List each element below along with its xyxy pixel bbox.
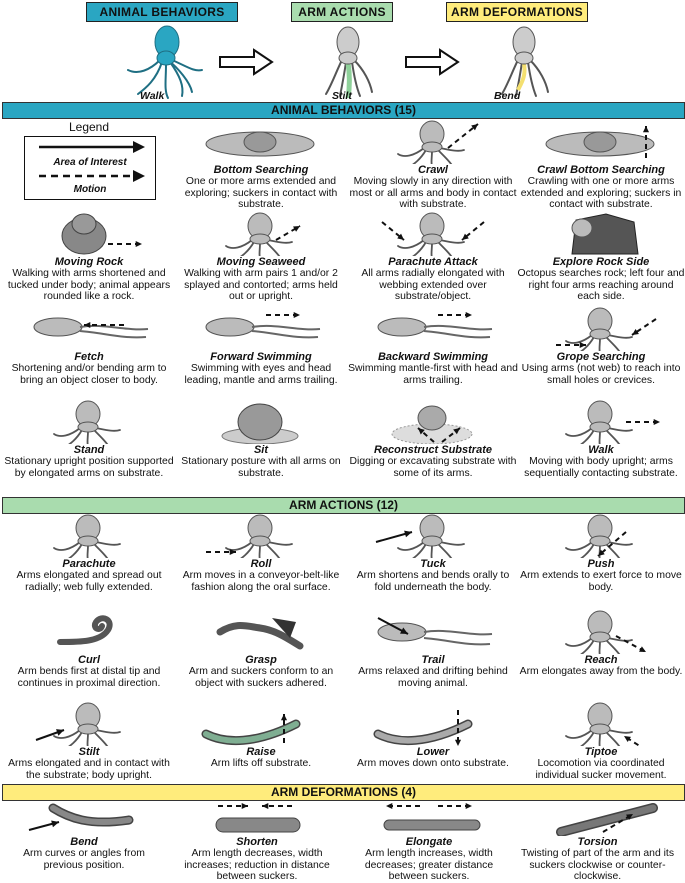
action-title: Push (587, 558, 615, 570)
tag-arm-deformations: ARM DEFORMATIONS (446, 2, 588, 22)
deformation-elongate (344, 798, 514, 883)
behavior-title: Backward Swimming (377, 351, 489, 363)
header-stilt-octopus (312, 20, 382, 100)
behavior-grope-searching (516, 305, 685, 386)
deformation-illustration-3 (533, 798, 663, 836)
behavior-description: Octopus searches rock; left four and right four arms reaching around each side. (517, 268, 685, 302)
legend-area-label: Area of Interest (53, 157, 127, 168)
action-title: Lower (416, 746, 450, 758)
behavior-explore-rock-side (516, 210, 685, 303)
behavior-forward-swimming (176, 305, 346, 386)
action-illustration-7 (536, 608, 666, 654)
tag-arm-actions: ARM ACTIONS (291, 2, 393, 22)
deformation-illustration-0 (19, 798, 149, 836)
behavior-illustration-11 (24, 398, 154, 444)
behavior-description: Moving slowly in any direction with most or all arms and body in contact with substrate. (349, 176, 517, 210)
deformation-description: Arm length increases, width decreases; greater distance between suckers. (364, 848, 494, 882)
action-grasp (176, 608, 346, 689)
behavior-crawl-bottom-searching (516, 118, 685, 211)
action-roll (176, 512, 346, 593)
behavior-description: Walking with arm pairs 1 and/or 2 splayed and contorted; arms held out or upright. (184, 268, 338, 302)
action-description: Arm extends to exert force to move body. (520, 570, 682, 593)
action-stilt (4, 700, 174, 781)
behavior-title: Explore Rock Side (552, 256, 650, 268)
deformation-shorten (172, 798, 342, 883)
action-description: Locomotion via coordinated individual sucker movement. (535, 758, 667, 781)
behavior-illustration-9 (368, 305, 498, 351)
behavior-illustration-10 (536, 305, 666, 351)
action-illustration-0 (24, 512, 154, 558)
section-arm-actions: ARM ACTIONS (12) (2, 497, 685, 514)
caption-bend: Bend (494, 90, 521, 102)
behavior-illustration-13 (368, 398, 498, 444)
deformation-illustration-2 (364, 798, 494, 836)
behavior-title: Fetch (74, 351, 104, 363)
behavior-description: Stationary upright position supported by elongated arms on substrate. (4, 456, 174, 479)
action-title: Tuck (420, 558, 446, 570)
behavior-description: Stationary posture with all arms on substrate. (181, 456, 341, 479)
behavior-description: Moving with body upright; arms sequentially contacting substrate. (524, 456, 678, 479)
deformation-title: Shorten (236, 836, 278, 848)
behavior-description: Swimming mantle-first with head and arms trailing. (348, 363, 518, 386)
behavior-title: Crawl Bottom Searching (537, 164, 665, 176)
action-title: Stilt (78, 746, 100, 758)
action-title: Raise (246, 746, 276, 758)
action-description: Arms elongated and in contact with the substrate; body upright. (8, 758, 170, 781)
action-illustration-11 (536, 700, 666, 746)
section-animal-behaviors: ANIMAL BEHAVIORS (15) (2, 102, 685, 119)
behavior-crawl (348, 118, 518, 211)
behavior-title: Bottom Searching (213, 164, 309, 176)
behavior-description: All arms radially elongated with webbing extended over substrate/object. (361, 268, 505, 302)
action-illustration-9 (196, 700, 326, 746)
deformation-illustration-1 (192, 798, 322, 836)
deformation-description: Arm curves or angles from previous position. (23, 848, 145, 871)
behavior-fetch (4, 305, 174, 386)
behavior-backward-swimming (348, 305, 518, 386)
behavior-title: Parachute Attack (388, 256, 478, 268)
action-illustration-1 (196, 512, 326, 558)
action-raise (176, 700, 346, 770)
behavior-title: Stand (73, 444, 105, 456)
behavior-description: Shortening and/or bending arm to bring an object closer to body. (11, 363, 167, 386)
action-description: Arms relaxed and drifting behind moving animal. (358, 666, 508, 689)
behavior-title: Reconstruct Substrate (374, 444, 492, 456)
legend-title: Legend (68, 120, 110, 134)
behavior-illustration-2 (536, 118, 666, 164)
action-illustration-4 (24, 608, 154, 654)
deformation-description: Arm length decreases, width increases; reduction in distance between suckers. (184, 848, 330, 882)
behavior-illustration-12 (196, 398, 326, 444)
behavior-title: Crawl (418, 164, 448, 176)
action-title: Grasp (245, 654, 277, 666)
action-description: Arm elongates away from the body. (519, 666, 683, 677)
action-lower (348, 700, 518, 770)
deformation-title: Bend (70, 836, 98, 848)
legend-dashed-arrow-icon (25, 168, 155, 184)
action-description: Arm and suckers conform to an object with suckers adhered. (188, 666, 334, 689)
behavior-description: One or more arms extended and exploring; suckers in contact with substrate. (184, 176, 338, 210)
header-arrow-right-1 (218, 48, 274, 76)
deformation-description: Twisting of part of the arm and its suckers clockwise or counter-clockwise. (520, 848, 675, 882)
deformation-bend (4, 798, 164, 871)
behavior-title: Walk (588, 444, 614, 456)
behavior-stand (4, 398, 174, 479)
header-walk-octopus (120, 20, 210, 100)
action-title: Curl (78, 654, 100, 666)
behavior-title: Sit (253, 444, 269, 456)
action-description: Arm lifts off substrate. (210, 758, 312, 769)
behavior-illustration-3 (24, 210, 154, 256)
behavior-description: Crawling with one or more arms extended and exploring; suckers in contact with substrate. (520, 176, 682, 210)
legend-box (14, 120, 164, 200)
action-push (516, 512, 685, 593)
behavior-moving-seaweed (176, 210, 346, 303)
legend-solid-arrow-icon (25, 137, 155, 157)
behavior-bottom-searching (176, 118, 346, 211)
header-bend-octopus (488, 20, 558, 100)
action-illustration-2 (368, 512, 498, 558)
behavior-illustration-8 (196, 305, 326, 351)
behavior-illustration-5 (368, 210, 498, 256)
behavior-walk (516, 398, 685, 479)
tag-animal-behaviors: ANIMAL BEHAVIORS (86, 2, 238, 22)
behavior-parachute-attack (348, 210, 518, 303)
deformation-title: Torsion (577, 836, 618, 848)
action-illustration-5 (196, 608, 326, 654)
action-description: Arm moves down onto substrate. (357, 758, 509, 769)
action-illustration-10 (368, 700, 498, 746)
action-description: Arm bends first at distal tip and continues in proximal direction. (17, 666, 161, 689)
behavior-title: Grope Searching (556, 351, 646, 363)
behavior-description: Using arms (not web) to reach into small holes or crevices. (521, 363, 681, 386)
deformation-torsion (510, 798, 685, 883)
behavior-title: Forward Swimming (210, 351, 312, 363)
action-tiptoe (516, 700, 685, 781)
behavior-illustration-14 (536, 398, 666, 444)
action-title: Roll (250, 558, 272, 570)
behavior-illustration-7 (24, 305, 154, 351)
behavior-title: Moving Seaweed (216, 256, 306, 268)
action-curl (4, 608, 174, 689)
caption-stilt: Stilt (332, 90, 352, 102)
behavior-description: Digging or excavating substrate with some of its arms. (349, 456, 517, 479)
action-title: Parachute (62, 558, 116, 570)
action-illustration-6 (368, 608, 498, 654)
behavior-title: Moving Rock (54, 256, 124, 268)
behavior-illustration-1 (368, 118, 498, 164)
action-description: Arm shortens and bends orally to fold underneath the body. (356, 570, 510, 593)
section-arm-deformations: ARM DEFORMATIONS (4) (2, 784, 685, 801)
action-title: Trail (421, 654, 445, 666)
legend-motion-label: Motion (73, 184, 107, 195)
behavior-reconstruct-substrate (348, 398, 518, 479)
action-title: Tiptoe (584, 746, 618, 758)
action-reach (516, 608, 685, 678)
behavior-illustration-6 (536, 210, 666, 256)
behavior-sit (176, 398, 346, 479)
action-tuck (348, 512, 518, 593)
action-parachute (4, 512, 174, 593)
header-arrow-right-2 (404, 48, 460, 76)
deformation-title: Elongate (405, 836, 453, 848)
action-illustration-8 (24, 700, 154, 746)
action-trail (348, 608, 518, 689)
behavior-description: Walking with arms shortened and tucked under body; animal appears rounded like a rock. (7, 268, 171, 302)
behavior-description: Swimming with eyes and head leading, mantle and arms trailing. (184, 363, 338, 386)
action-illustration-3 (536, 512, 666, 558)
behavior-moving-rock (4, 210, 174, 303)
behavior-illustration-0 (196, 118, 326, 164)
action-title: Reach (584, 654, 618, 666)
behavior-illustration-4 (196, 210, 326, 256)
action-description: Arms elongated and spread out radially; web fully extended. (16, 570, 162, 593)
action-description: Arm moves in a conveyor-belt-like fashion along the oral surface. (182, 570, 340, 593)
caption-walk: Walk (140, 90, 165, 102)
